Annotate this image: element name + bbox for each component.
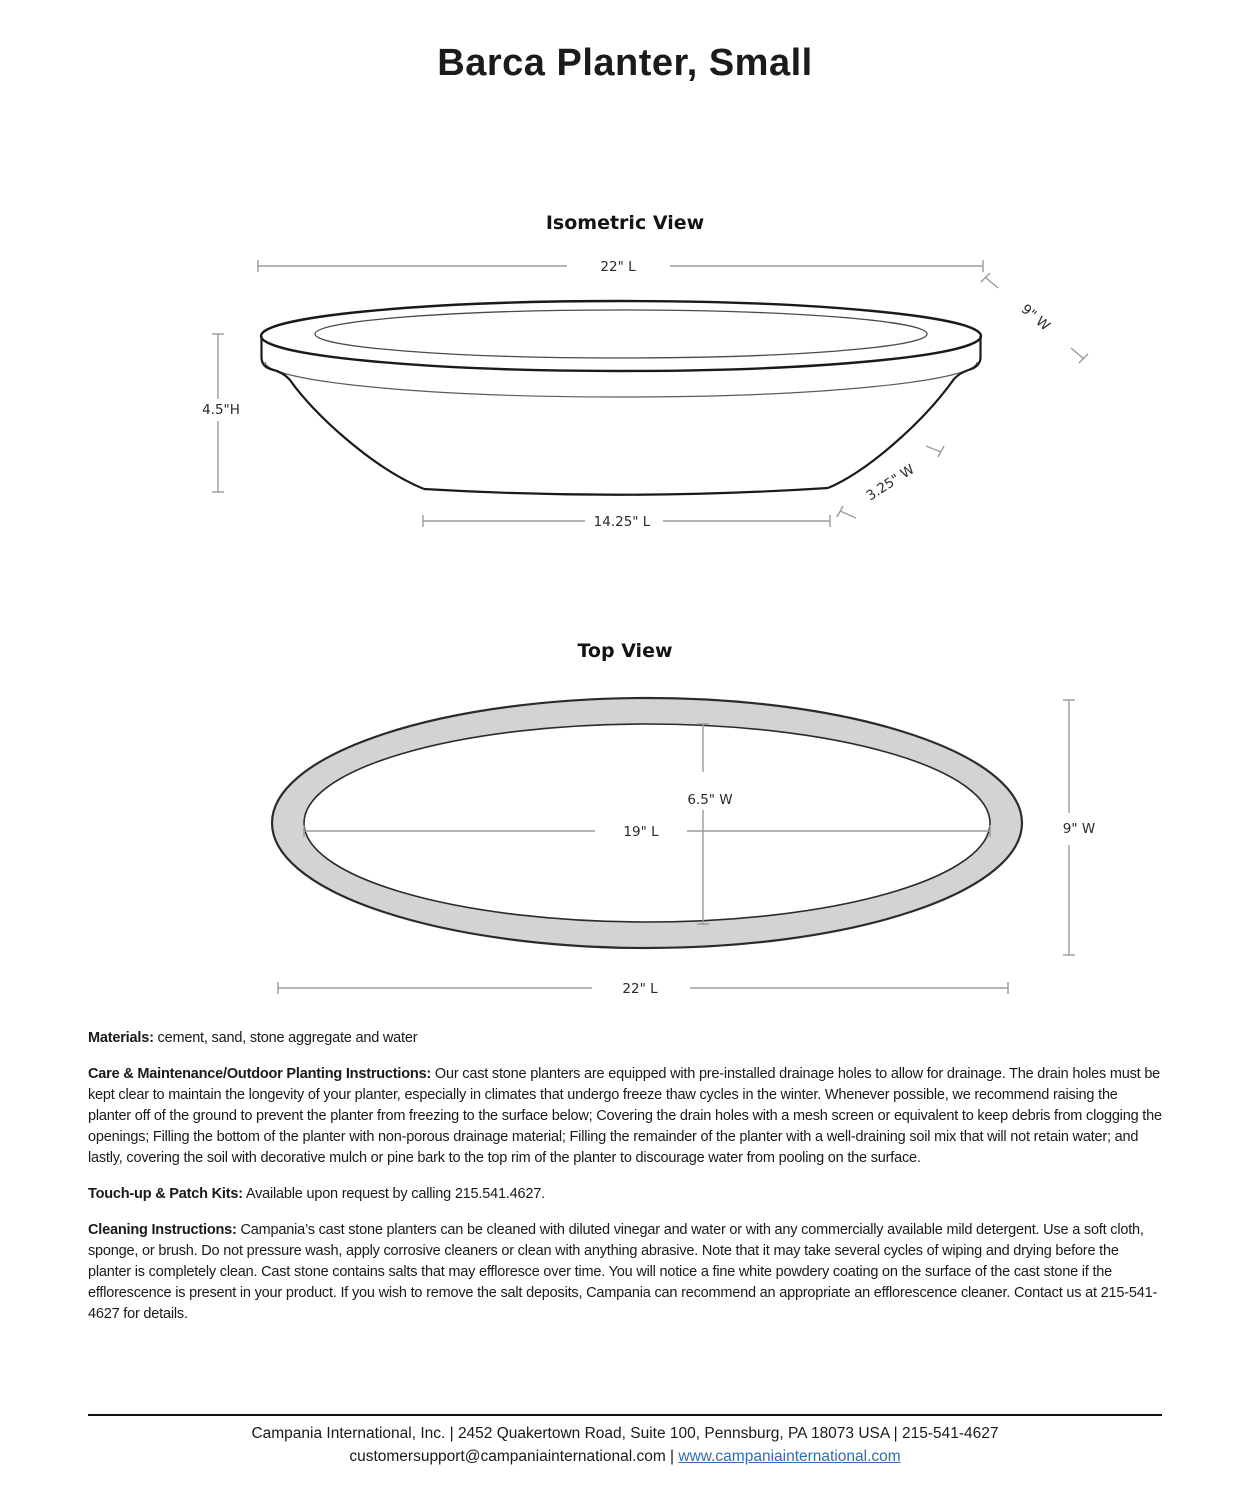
cleaning-text: Campania’s cast stone planters can be cleaned with diluted vinegar and water or with any commercially available mild detergent. Use a soft cloth, sponge, or brush. Do not pressure wash, apply corrosive cleaners or clean with anything abrasive. Note that it may take several cycles of wiping and drying before the planter is completely clean. Cast stone contains salts that may effloresce over time. You will notice a fine white powdery coating on the surface of the cast stone if the efflorescence is present in your product. If you wish to remove the salt deposits, Campania can recommend an appropriate an efflorescence cleaner. Contact us at 215-541-4627 for details. (88, 1222, 1158, 1322)
materials-text: cement, sand, stone aggregate and water (153, 1030, 418, 1046)
iso-dim-height: 4.5"H (202, 402, 240, 418)
top-dim-outer-length: 22" L (622, 981, 658, 997)
touchup-text: Available upon request by calling 215.541.4627. (242, 1186, 545, 1202)
iso-rim-outer-ellipse (261, 301, 981, 371)
page-title: Barca Planter, Small (437, 42, 813, 84)
touchup-label: Touch-up & Patch Kits: (88, 1186, 243, 1202)
isometric-view-heading: Isometric View (545, 212, 705, 234)
cleaning-paragraph (88, 1220, 1162, 1325)
iso-dim-width-base: 3.25" W (863, 461, 918, 505)
footer-website-link[interactable]: www.campaniainternational.com (678, 1447, 901, 1465)
footer-contact-line (0, 1446, 1250, 1469)
care-text: Our cast stone planters are equipped with pre-installed drainage holes to allow for drainage. The drain holes must be kept clear to maintain the longevity of your planter, especially in climates that undergo freeze thaw cycles in the winter. Whenever possible, we recommend raising the planter off of the ground to prevent the planter from freezing to the surface below; Covering the drain holes with a mesh screen or equivalent to keep debris from clogging the openings; Filling the bottom of the planter with non-porous drainage material; Filling the remainder of the planter with a well-draining soil mix that will not retain water; and lastly, covering the soil with decorative mulch or pine bark to the top rim of the planter to discourage water from pooling on the surface. (88, 1066, 1162, 1166)
materials-paragraph (88, 1028, 1162, 1049)
iso-body-right-slant (828, 379, 954, 488)
top-view-drawing (272, 698, 1022, 948)
top-dim-inner-length: 19" L (623, 824, 659, 840)
iso-body-left-slant (290, 380, 424, 489)
isometric-drawing (261, 301, 981, 495)
top-inner-ellipse (304, 724, 990, 922)
care-paragraph (88, 1064, 1162, 1169)
top-view-heading: Top View (577, 640, 673, 662)
footer (0, 1423, 1250, 1468)
iso-dim-length-top: 22" L (600, 259, 636, 275)
iso-dim-width-top: 9" W (1017, 301, 1053, 335)
footer-divider (88, 1414, 1162, 1416)
top-dim-inner-width: 6.5" W (687, 792, 733, 808)
materials-label: Materials: (88, 1030, 154, 1046)
footer-email: customersupport@campaniainternational.com (349, 1447, 666, 1465)
touchup-paragraph (88, 1184, 1162, 1205)
iso-base-arc (424, 488, 828, 495)
isometric-dimension-labels (202, 259, 1053, 530)
footer-separator: | (665, 1447, 679, 1465)
care-label: Care & Maintenance/Outdoor Planting Instructions: (88, 1066, 432, 1082)
top-dim-outer-width: 9" W (1062, 821, 1096, 837)
footer-address-line: Campania International, Inc. | 2452 Quakertown Road, Suite 100, Pennsburg, PA 18073 USA | 215-541-4627 (251, 1425, 999, 1442)
info-sections (88, 1028, 1162, 1340)
iso-dim-length-bottom: 14.25" L (593, 514, 651, 530)
cleaning-label: Cleaning Instructions: (88, 1222, 237, 1238)
